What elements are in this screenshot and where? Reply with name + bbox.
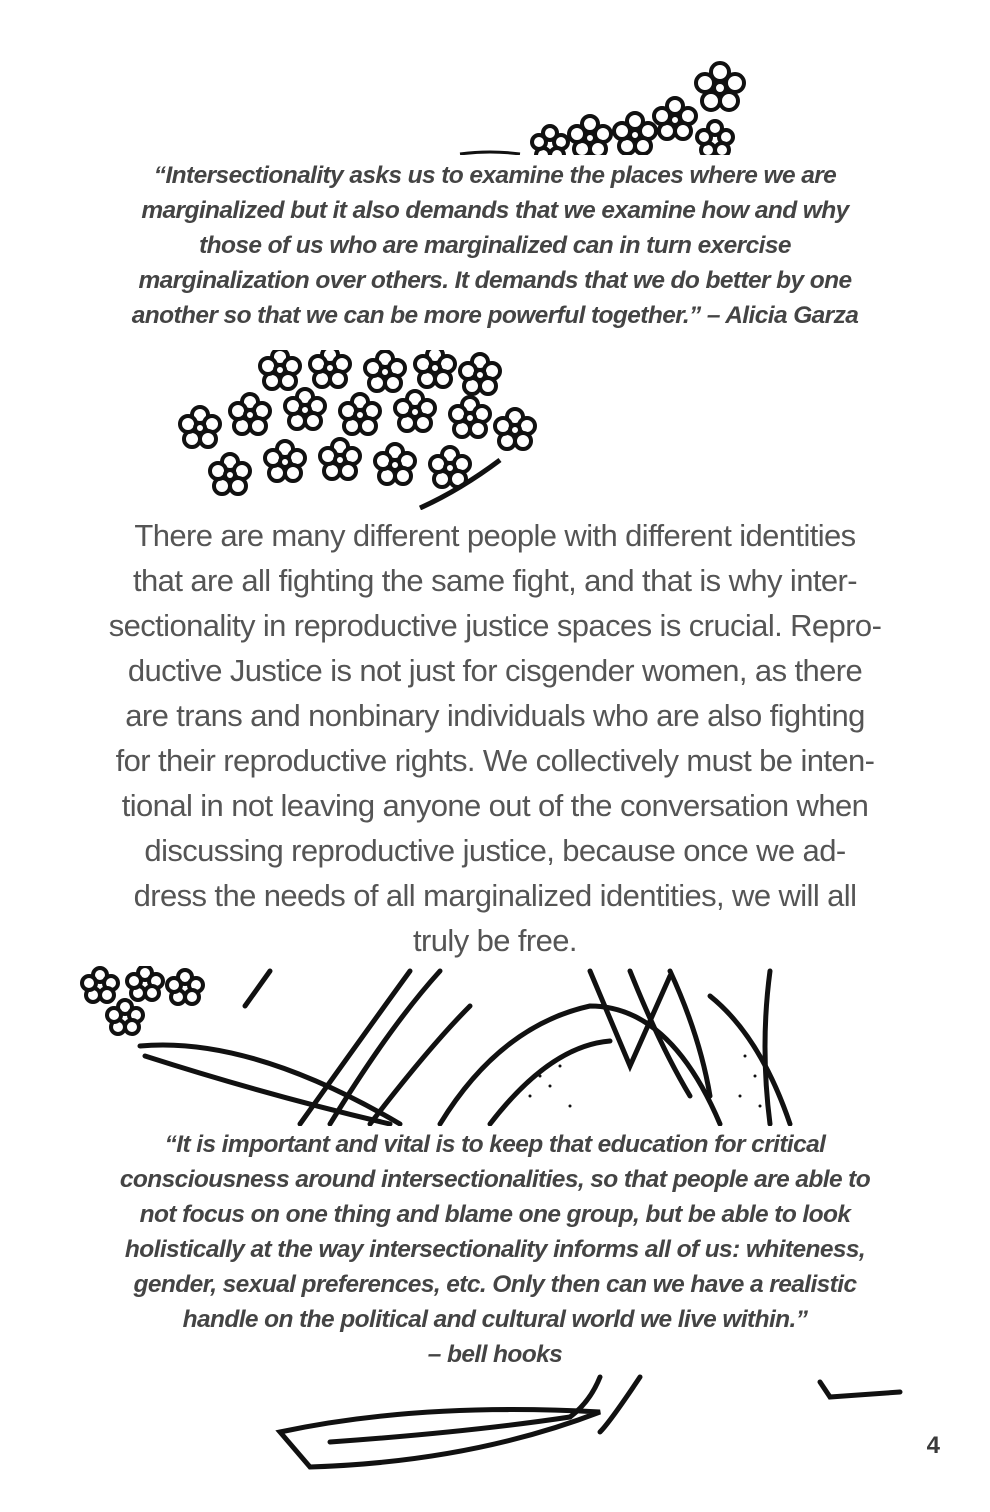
quote-line: handle on the political and cultural world we live within.”	[182, 1306, 808, 1333]
quote-line: not focus on one thing and blame one group, but be able to look	[139, 1201, 851, 1228]
quote-line: “Intersectionality asks us to examine the places where we are	[153, 162, 837, 189]
page-number: 4	[926, 1432, 940, 1459]
body-line: There are many different people with different identities	[134, 518, 856, 553]
quote-line: “It is important and vital is to keep that education for critical	[164, 1131, 826, 1158]
quote-line: holistically at the way intersectionality informs all of us: whiteness,	[124, 1236, 866, 1263]
top-flower-cluster-illustration	[450, 50, 770, 155]
quote-bell-hooks	[60, 1127, 930, 1372]
body-line: that are all fighting the same fight, and that is why inter-	[133, 563, 857, 598]
body-line: sectionality in reproductive justice spaces is crucial. Repro-	[108, 608, 882, 643]
quote-line: those of us who are marginalized can in turn exercise	[199, 232, 791, 259]
quote-line: marginalized but it also demands that we examine how and why	[141, 197, 849, 224]
leaves-and-stems-illustration	[70, 966, 900, 1126]
quote-attribution: – bell hooks	[427, 1341, 563, 1368]
body-line: dress the needs of all marginalized identities, we will all	[133, 878, 857, 913]
body-line: for their reproductive rights. We collectively must be inten-	[115, 743, 875, 778]
quote-line: consciousness around intersectionalities, so that people are able to	[119, 1166, 871, 1193]
quote-line: gender, sexual preferences, etc. Only then can we have a realistic	[133, 1271, 857, 1298]
quote-line: another so that we can be more powerful together.” – Alicia Garza	[131, 302, 859, 329]
body-paragraph	[60, 513, 930, 963]
body-line: truly be free.	[413, 923, 577, 958]
body-line: tional in not leaving anyone out of the conversation when	[121, 788, 869, 823]
middle-flower-bouquet-illustration	[170, 350, 540, 510]
body-line: ductive Justice is not just for cisgender women, as there	[127, 653, 863, 688]
footer-leaf-illustration	[270, 1372, 920, 1482]
quote-line: marginalization over others. It demands that we do better by one	[138, 267, 852, 294]
body-line: discussing reproductive justice, because once we ad-	[144, 833, 846, 868]
body-line: are trans and nonbinary individuals who are also fighting	[125, 698, 865, 733]
quote-alicia-garza	[60, 158, 930, 333]
